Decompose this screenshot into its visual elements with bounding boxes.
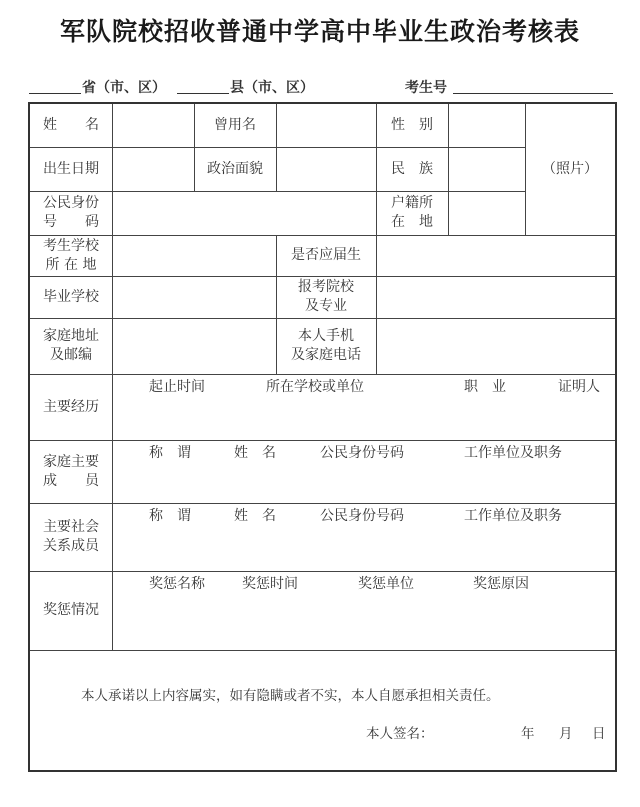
social-col-workplace: 工作单位及职务 (464, 508, 562, 524)
apply-school-major-label (276, 276, 376, 318)
signature-label: 本人签名： (366, 726, 434, 742)
experience-col-witness: 证明人 (558, 379, 600, 395)
phone-label (276, 318, 376, 374)
gender-field[interactable] (449, 104, 525, 147)
family-label-line2: 成 员 (43, 472, 99, 489)
household-label (376, 191, 448, 235)
date-month-label: 月 (559, 726, 573, 742)
apply-label-line2: 及专业 (305, 298, 347, 314)
school-location-field[interactable] (113, 235, 276, 276)
political-status-field[interactable] (277, 147, 376, 191)
home-address-field[interactable] (113, 318, 276, 374)
form-title: 军队院校招收普通中学高中毕业生政治考核表 (59, 17, 580, 46)
household-label-line1: 户籍所 (391, 195, 433, 211)
date-year-label: 年 (521, 726, 535, 742)
home-address-label-line2: 及邮编 (50, 347, 92, 363)
family-col-workplace: 工作单位及职务 (464, 445, 562, 461)
experience-col-school-unit: 所在学校或单位 (266, 379, 364, 395)
school-location-label-line1: 考生学校 (43, 237, 99, 254)
fresh-graduate-field[interactable] (377, 235, 615, 276)
exam-number-label: 考生号 (405, 80, 447, 96)
graduation-school-field[interactable] (113, 276, 276, 318)
signature-field[interactable] (438, 718, 518, 740)
family-col-relation: 称 谓 (149, 445, 191, 461)
former-name-field[interactable] (277, 104, 376, 147)
experience-col-occupation: 职 业 (464, 379, 506, 395)
experience-col-period: 起止时间 (149, 379, 205, 395)
phone-label-line1: 本人手机 (298, 328, 354, 344)
gender-label: 性 别 (391, 117, 433, 133)
phone-field[interactable] (377, 318, 615, 374)
household-label-line2: 在 地 (391, 214, 433, 230)
rewards-label: 奖惩情况 (43, 602, 99, 618)
birth-date-label: 出生日期 (43, 160, 99, 177)
family-col-id-number: 公民身份号码 (320, 445, 404, 461)
social-col-relation: 称 谓 (149, 508, 191, 524)
school-location-label (30, 235, 112, 276)
home-address-label (30, 318, 112, 374)
social-relations-label (30, 503, 112, 571)
exam-number-input-line[interactable] (453, 93, 613, 94)
birth-date-field[interactable] (113, 147, 194, 191)
rewards-col-name: 奖惩名称 (149, 576, 205, 592)
province-input-line[interactable] (29, 93, 81, 94)
phone-label-line2: 及家庭电话 (291, 347, 361, 363)
political-status-label: 政治面貌 (207, 160, 263, 177)
school-location-label-line2: 所 在 地 (45, 256, 97, 273)
social-col-name: 姓 名 (234, 508, 276, 524)
rewards-col-time: 奖惩时间 (242, 576, 298, 592)
apply-label-line1: 报考院校 (298, 279, 354, 295)
id-number-label-line2: 号 码 (43, 214, 99, 230)
date-day-label: 日 (592, 726, 606, 742)
home-address-label-line1: 家庭地址 (43, 328, 99, 344)
family-col-name: 姓 名 (234, 445, 276, 461)
county-input-line[interactable] (177, 93, 229, 94)
former-name-label: 曾用名 (214, 117, 256, 133)
photo-placeholder[interactable]: （照片） (542, 161, 598, 177)
social-label-line1: 主要社会 (43, 519, 99, 535)
name-label: 姓 名 (43, 117, 99, 133)
rewards-col-unit: 奖惩单位 (358, 576, 414, 592)
id-number-field[interactable] (113, 191, 376, 235)
name-field[interactable] (113, 104, 194, 147)
province-label: 省（市、区） (82, 80, 166, 96)
ethnicity-field[interactable] (449, 147, 525, 191)
family-label (30, 440, 112, 503)
apply-school-major-field[interactable] (377, 276, 615, 318)
row-divider (30, 650, 615, 651)
id-number-label-line1: 公民身份 (43, 195, 99, 211)
id-number-label (30, 191, 112, 235)
family-label-line1: 家庭主要 (43, 453, 99, 470)
graduation-school-label: 毕业学校 (43, 288, 99, 305)
ethnicity-label: 民 族 (391, 160, 433, 177)
political-review-form (28, 102, 617, 772)
declaration-statement: 本人承诺以上内容属实，如有隐瞒或者不实，本人自愿承担相关责任。 (81, 688, 500, 704)
household-field[interactable] (449, 191, 525, 235)
experience-label: 主要经历 (43, 398, 99, 415)
fresh-graduate-label: 是否应届生 (291, 247, 361, 263)
social-label-line2: 关系成员 (43, 538, 99, 554)
county-label: 县（市、区） (230, 80, 314, 96)
social-col-id-number: 公民身份号码 (320, 508, 404, 524)
rewards-col-reason: 奖惩原因 (473, 576, 529, 592)
